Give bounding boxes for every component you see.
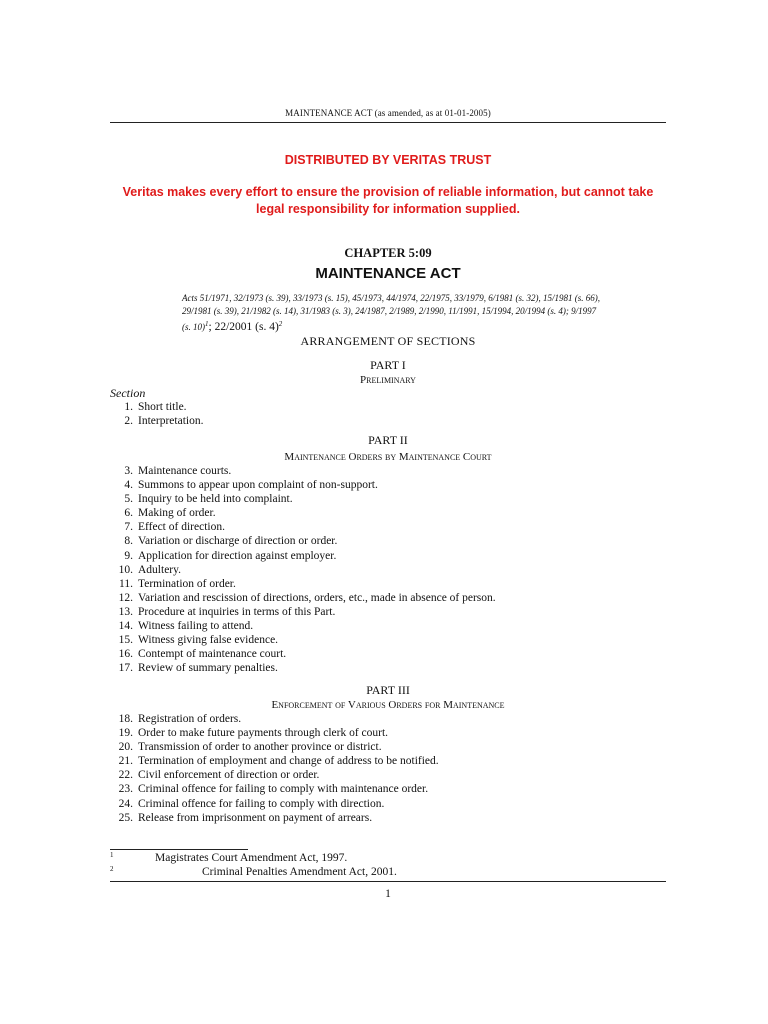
section-label: Section xyxy=(110,386,146,400)
footnote-text: Criminal Penalties Amendment Act, 2001. xyxy=(202,866,397,878)
footnote-2 xyxy=(110,866,666,881)
part-2-section-list xyxy=(110,464,666,675)
page-number: 1 xyxy=(385,888,391,900)
list-item: 5. Inquiry to be held into complaint. xyxy=(124,493,293,506)
list-item: 22. Civil enforcement of direction or order. xyxy=(118,769,320,782)
list-item: 13. Procedure at inquiries in terms of this Part. xyxy=(118,605,336,618)
list-item: 15. Witness giving false evidence. xyxy=(118,634,279,647)
part-3-label: PART III xyxy=(366,683,410,697)
act-title: MAINTENANCE ACT xyxy=(315,265,461,282)
footnote-ref-1[interactable]: 1 xyxy=(205,320,209,328)
part-1-label: PART I xyxy=(370,358,406,372)
list-item: 6. Making of order. xyxy=(124,507,216,520)
list-item: 10. Adultery. xyxy=(118,563,182,576)
list-item: 11. Termination of order. xyxy=(119,577,236,590)
header-rule xyxy=(110,122,666,123)
part-3-section-list xyxy=(110,712,666,825)
list-item: 3. Maintenance courts. xyxy=(124,465,232,477)
part-2-label: PART II xyxy=(368,433,408,447)
list-item: 7. Effect of direction. xyxy=(124,521,225,534)
footnote-mark: 2 xyxy=(110,865,114,873)
list-item: 18. Registration of orders. xyxy=(118,713,242,725)
list-item: 21. Termination of employment and change of address to be notified. xyxy=(118,755,439,768)
list-item: 17. Review of summary penalties. xyxy=(118,662,278,675)
footnote-rule xyxy=(110,849,248,850)
list-item: 24. Criminal offence for failing to comply with direction. xyxy=(118,797,385,810)
part-2-subtitle: Maintenance Orders by Maintenance Court xyxy=(284,451,492,463)
list-item: 23. Criminal offence for failing to comply with maintenance order. xyxy=(118,783,429,796)
list-item: 19. Order to make future payments through clerk of court. xyxy=(118,727,389,740)
arrangement-heading: ARRANGEMENT OF SECTIONS xyxy=(300,334,476,348)
list-item: 16. Contempt of maintenance court. xyxy=(118,648,287,661)
disclaimer-notice: Veritas makes every effort to ensure the provision of reliable information, but cannot take legal responsibility for information supplied. xyxy=(122,185,654,216)
list-item: 1. Short title. xyxy=(124,401,187,413)
part-3-subtitle: Enforcement of Various Orders for Maintenance xyxy=(271,699,505,711)
part-1-section-list xyxy=(110,400,666,428)
running-head: MAINTENANCE ACT (as amended, as at 01-01-2005) xyxy=(285,108,491,118)
list-item: 2. Interpretation. xyxy=(124,415,204,428)
footnote-mark: 1 xyxy=(110,851,114,859)
acts-list: Acts 51/1971, 32/1973 (s. 39), 33/1973 (s. 15), 45/1973, 44/1974, 22/1975, 33/1979, 6/1981 (s. 32), 15/1981 (s. 66), 29/1981 (s. 39), 21/1982 (s. 14), 31/1983 (s. 3), 24/1987, 2/1989, 2/1990, 11/1991, 15/1994, 20/1994 (s. 4); 9/1997 (s. 10) xyxy=(182,293,600,332)
amending-acts xyxy=(182,292,602,334)
chapter-number: CHAPTER 5:09 xyxy=(344,246,432,260)
acts-tail: ; 22/2001 (s. 4) xyxy=(208,321,279,333)
list-item: 20. Transmission of order to another province or district. xyxy=(118,741,382,754)
part-1-subtitle: Preliminary xyxy=(360,374,416,386)
list-item: 9. Application for direction against employer. xyxy=(124,549,337,562)
list-item: 25. Release from imprisonment on payment of arrears. xyxy=(118,811,373,824)
distributor-notice: DISTRIBUTED BY VERITAS TRUST xyxy=(284,153,492,167)
footnote-1 xyxy=(110,852,666,867)
footer-rule xyxy=(110,881,666,882)
list-item: 14. Witness failing to attend. xyxy=(118,620,254,633)
footnote-ref-2[interactable]: 2 xyxy=(278,320,283,328)
footnote-text: Magistrates Court Amendment Act, 1997. xyxy=(155,852,348,864)
list-item: 8. Variation or discharge of direction or order. xyxy=(124,535,338,548)
list-item: 12. Variation and rescission of directions, orders, etc., made in absence of person. xyxy=(118,591,496,604)
list-item: 4. Summons to appear upon complaint of non-support. xyxy=(124,479,378,492)
